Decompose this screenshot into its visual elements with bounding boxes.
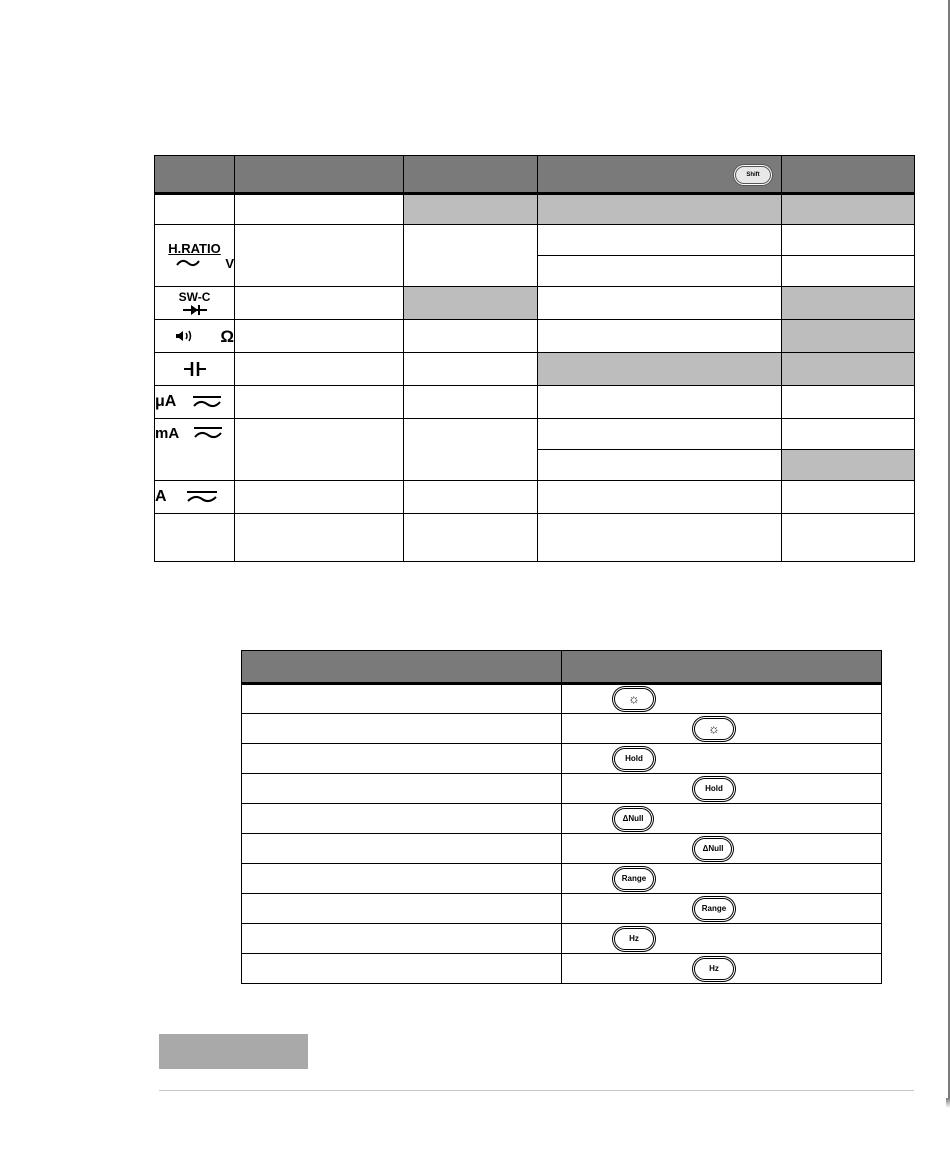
table-row [242,684,882,714]
table-row [155,353,915,386]
table-cell [782,225,915,256]
amp-label: A [155,488,167,505]
table-cell [538,194,782,225]
table-row [242,804,882,834]
key-table-header [242,651,882,684]
table-cell [235,287,404,320]
table-row [155,514,915,562]
table-cell [782,386,915,419]
table-row [155,287,915,320]
footer-rule [159,1090,914,1091]
continuity-icon [175,329,195,343]
table-cell [782,320,915,353]
table-row [155,386,915,419]
key-table [241,650,882,984]
header-cell-2 [235,156,404,194]
header-cell-3 [404,156,538,194]
shift-key-icon: Shift [735,166,771,184]
table-cell [404,194,538,225]
table-row [242,864,882,894]
key-null-icon: ΔNull [614,808,652,830]
key-range-icon: Range [694,898,734,920]
table-row [242,834,882,864]
table-cell [538,386,782,419]
table-cell [404,481,538,514]
table-row [242,714,882,744]
table-cell [235,320,404,353]
table-cell [538,353,782,386]
function-table [154,155,915,562]
swc-diode-symbol [155,287,235,320]
key--icon: ☼ [614,688,654,710]
table-cell [538,481,782,514]
key--icon: ☼ [694,718,734,740]
table-cell [538,514,782,562]
symbol-cell [155,194,235,225]
table-row [155,481,915,514]
ac-dc-icon [193,425,223,441]
milliamp-symbol [155,419,235,481]
capacitance-symbol [155,353,235,386]
table-cell [538,320,782,353]
table-cell [538,450,782,481]
table-cell [235,419,404,481]
table-cell [538,419,782,450]
key-function-cell [242,804,562,834]
header-cell-5 [782,156,915,194]
table-row [155,320,915,353]
ac-dc-icon [186,489,218,505]
amp-symbol [155,481,235,514]
key-hold-icon: Hold [694,778,734,800]
table-cell [404,353,538,386]
table-cell [782,353,915,386]
table-row [242,894,882,924]
diode-icon [182,304,208,316]
key-button-cell [562,714,882,744]
key-button-cell [562,804,882,834]
table-cell [404,386,538,419]
key-button-cell [562,774,882,804]
table-cell [235,225,404,287]
table-cell [782,194,915,225]
ac-dc-icon [192,394,222,410]
key-function-cell [242,864,562,894]
table-cell [235,481,404,514]
key-function-cell [242,894,562,924]
key-function-cell [242,774,562,804]
ohm-label: Ω [220,326,234,346]
symbol-cell [155,514,235,562]
table-cell [782,514,915,562]
key-hold-icon: Hold [614,748,654,770]
table-cell [235,194,404,225]
key-range-icon: Range [614,868,654,890]
key-function-cell [242,834,562,864]
key-button-cell [562,954,882,984]
table-row [242,774,882,804]
table-cell [782,287,915,320]
header-cell-4 [538,156,782,194]
key-function-cell [242,744,562,774]
key-hz-icon: Hz [694,958,734,980]
hratio-voltage-symbol [155,225,235,287]
table-cell [782,419,915,450]
microamp-symbol [155,386,235,419]
table-cell [782,256,915,287]
table-row [155,194,915,225]
key-button-cell [562,864,882,894]
table-cell [538,225,782,256]
key-header-cell-1 [242,651,562,684]
table-cell [782,481,915,514]
key-button-cell [562,834,882,864]
table-cell [404,287,538,320]
header-cell-1 [155,156,235,194]
capacitor-icon [183,361,207,377]
microamp-label: μA [155,393,177,410]
table-cell [404,514,538,562]
table-cell [538,256,782,287]
note-label-box [159,1034,308,1069]
table-cell [782,450,915,481]
table-cell [538,287,782,320]
table-row [242,744,882,774]
ac-wave-icon [175,257,201,269]
milliamp-label: mA [155,424,180,442]
table-row [242,954,882,984]
continuity-ohm-symbol [155,320,235,353]
function-table-header [155,156,915,194]
key-button-cell [562,894,882,924]
table-row [155,419,915,450]
table-row [242,924,882,954]
swc-label: SW-C [178,289,211,304]
table-cell [404,225,538,287]
table-row [155,225,915,256]
table-cell [235,514,404,562]
key-function-cell [242,684,562,714]
table-cell [404,419,538,481]
key-function-cell [242,954,562,984]
table-cell [235,353,404,386]
key-hz-icon: Hz [614,928,654,950]
key-function-cell [242,714,562,744]
key-button-cell [562,684,882,714]
key-null-icon: ΔNull [694,838,732,860]
table-cell [235,386,404,419]
key-button-cell [562,924,882,954]
key-header-cell-2 [562,651,882,684]
key-button-cell [562,744,882,774]
key-function-cell [242,924,562,954]
hratio-label: H.RATIO [168,240,221,256]
table-cell [404,320,538,353]
volt-label: V [225,255,234,271]
